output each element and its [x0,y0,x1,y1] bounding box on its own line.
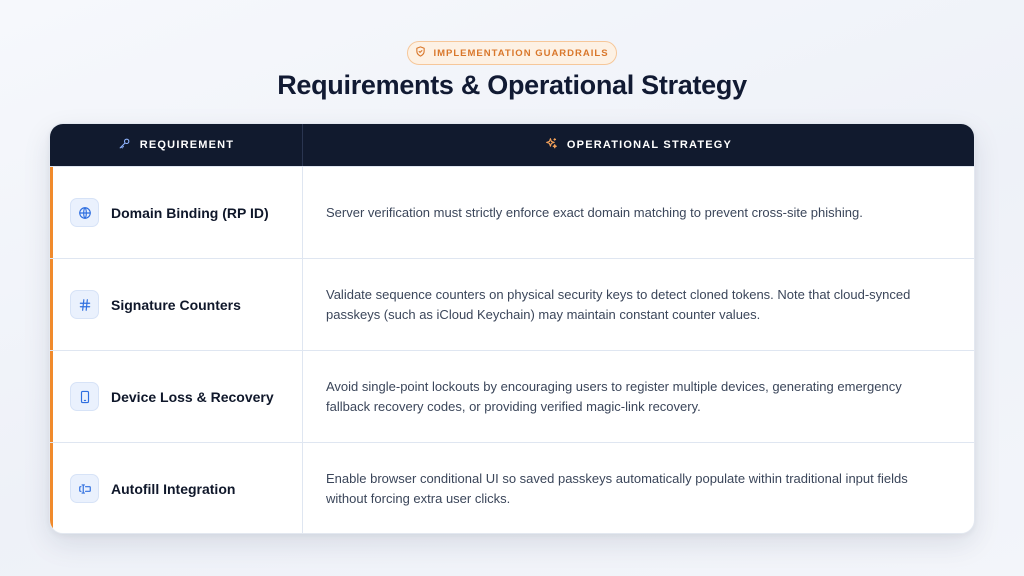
text-cursor-input-icon [70,474,99,503]
key-icon [118,137,131,153]
table-row [50,258,974,350]
requirement-cell [50,443,303,534]
requirement-label: Device Loss & Recovery [111,388,274,405]
header-strategy-label: OPERATIONAL STRATEGY [566,139,733,151]
strategy-cell: Enable browser conditional UI so saved passkeys automatically populate within traditional input fields without forcing extra user clicks. [326,470,908,506]
table-row [50,350,974,442]
header-strategy [303,124,974,166]
smartphone-icon [70,382,99,411]
requirement-cell [50,351,303,442]
header-requirement [50,124,303,166]
requirement-label: Autofill Integration [111,480,236,497]
table-row [50,166,974,258]
globe-icon [70,198,99,227]
requirement-cell [50,167,303,258]
strategy-cell: Validate sequence counters on physical security keys to detect cloned tokens. Note that cloud-synced passkeys (such as iCloud Keychain) may maintain constant counter values. [326,286,911,322]
sparkles-icon [545,137,558,153]
shield-icon [415,46,426,60]
table-row [50,442,974,534]
requirement-label: Domain Binding (RP ID) [111,204,269,221]
badge-label: IMPLEMENTATION GUARDRAILS [433,47,609,59]
strategy-cell: Avoid single-point lockouts by encouraging users to register multiple devices, generating emergency fallback recovery codes, or providing verified magic-link recovery. [326,378,902,414]
header-requirement-label: REQUIREMENT [139,139,235,151]
requirements-table [49,123,975,534]
requirement-label: Signature Counters [111,296,241,313]
hash-icon [70,290,99,319]
table-header [50,124,974,166]
requirement-cell [50,259,303,350]
page-title: Requirements & Operational Strategy [277,70,747,100]
strategy-cell: Server verification must strictly enforce exact domain matching to prevent cross-site phishing. [326,204,863,220]
section-badge [407,41,617,65]
